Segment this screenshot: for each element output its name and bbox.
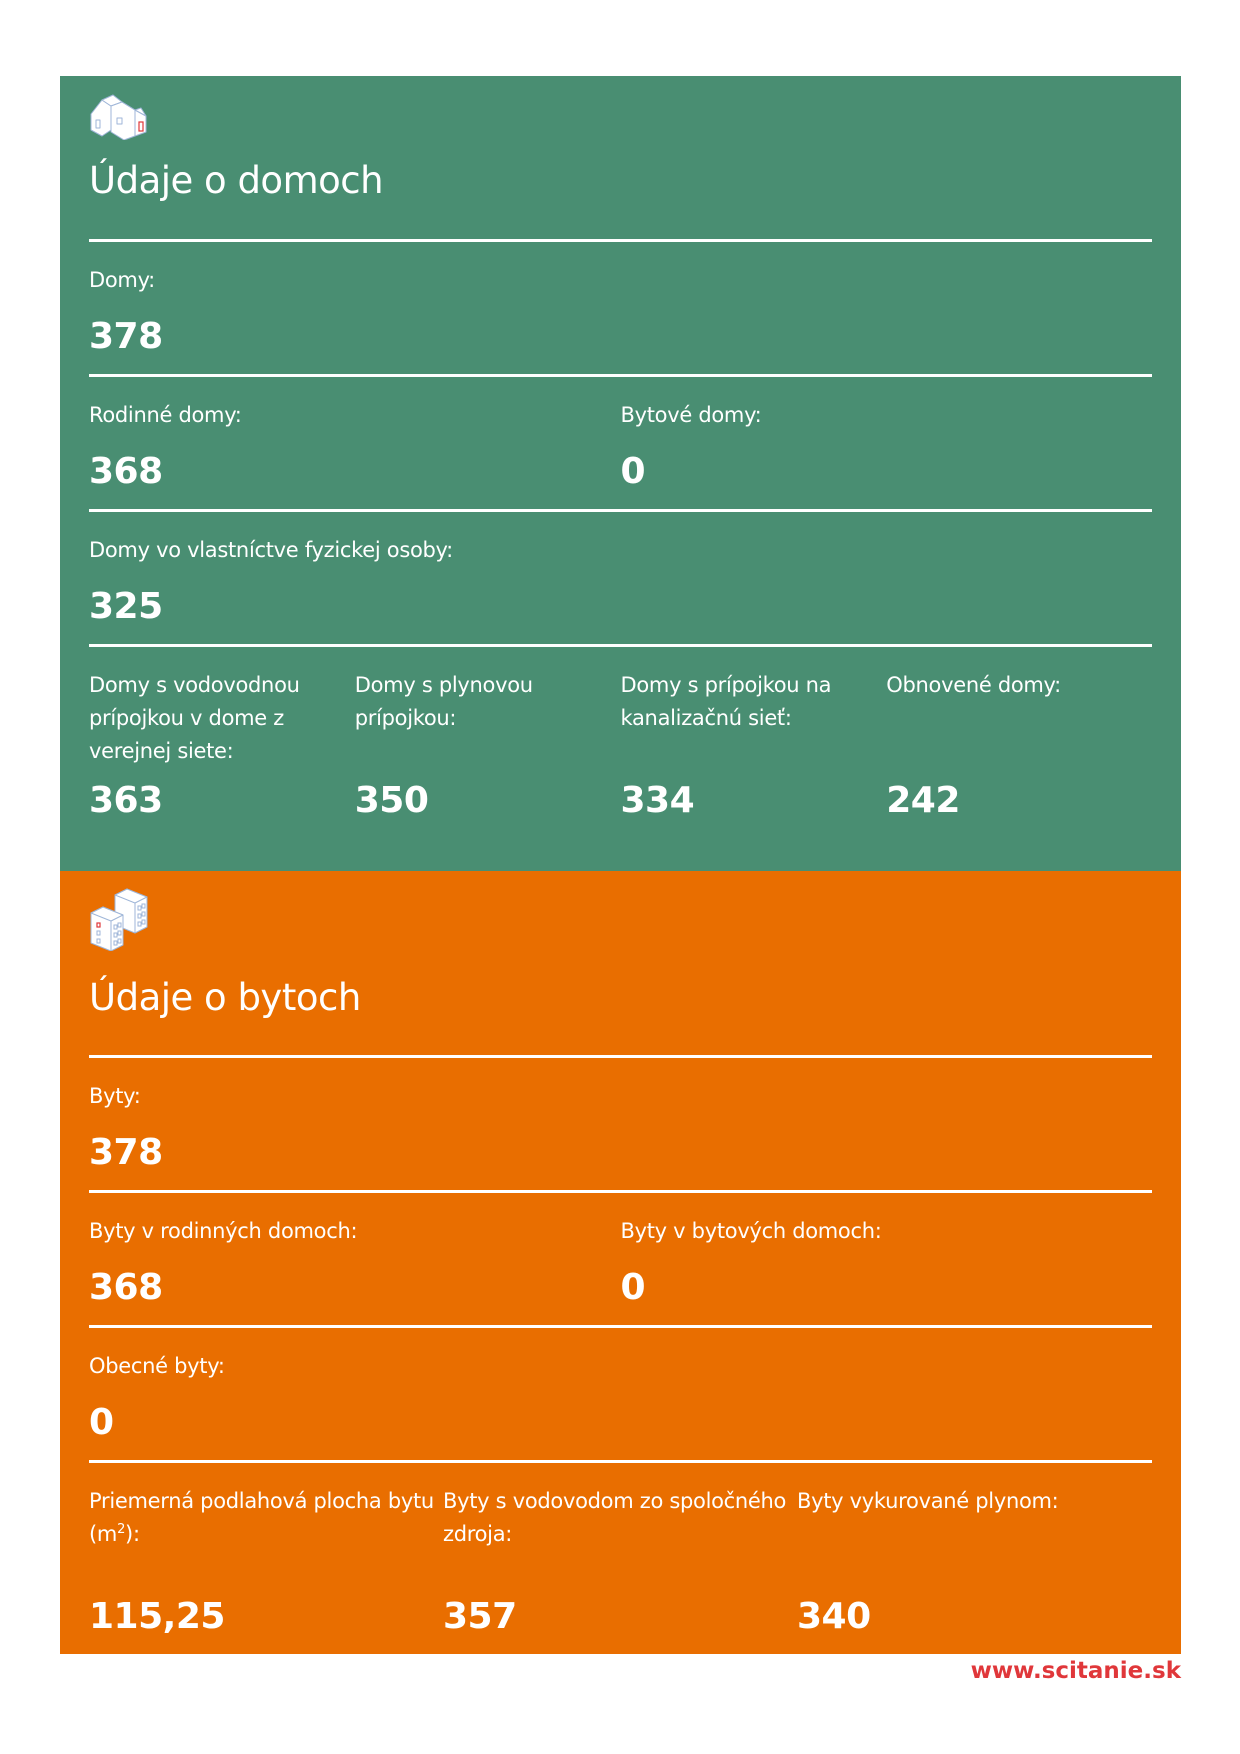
stat-label: Byty: (89, 1084, 141, 1108)
flats-municipal-row (89, 1325, 1152, 1460)
stat-value: 350 (354, 780, 429, 821)
stat-apartment-houses (621, 377, 1153, 509)
stat-label: Bytové domy: (620, 403, 762, 427)
stat-value: 0 (89, 1402, 114, 1443)
flats-total-row (89, 1055, 1152, 1190)
flats-section (60, 871, 1181, 1654)
houses-private-row (89, 509, 1152, 644)
stat-label: Obnovené domy: (886, 673, 1061, 697)
stat-value: 363 (89, 780, 163, 821)
stat-value: 115,25 (89, 1596, 225, 1637)
stat-label: Byty s vodovodom zo spoločného zdroja: (443, 1489, 787, 1546)
stat-value: 334 (620, 780, 695, 821)
stat-value: 242 (886, 780, 960, 821)
flats-types-row (89, 1190, 1152, 1325)
stat-renovated-houses (886, 647, 1152, 837)
stat-value: 368 (89, 1267, 163, 1308)
stat-label: Domy vo vlastníctve fyzickej osoby: (89, 538, 453, 562)
stat-value: 325 (89, 586, 163, 627)
flats-stats (89, 1055, 1152, 1653)
stat-flats-in-family-houses (89, 1193, 621, 1325)
stat-gas-heated-flats (797, 1463, 1152, 1653)
superscript: 2 (117, 1522, 126, 1537)
stat-label: Byty v bytových domoch: (620, 1219, 882, 1243)
stat-flats-total (89, 1058, 163, 1190)
stat-label (89, 1485, 443, 1551)
flats-details-row (89, 1460, 1152, 1653)
stat-flats-in-apartment-houses (621, 1193, 1153, 1325)
stat-sewer-connection (621, 647, 887, 837)
stat-municipal-flats (89, 1328, 225, 1460)
apartment-buildings-icon (89, 885, 149, 951)
stat-label: Domy s plynovou prípojkou: (354, 673, 533, 730)
stat-average-floor-area (89, 1463, 443, 1653)
stat-value: 0 (620, 451, 646, 492)
stat-family-houses (89, 377, 621, 509)
houses-section (60, 76, 1181, 871)
houses-icon (89, 92, 149, 140)
stat-label-end: ): (125, 1522, 140, 1546)
houses-section-title: Údaje o domoch (89, 159, 384, 202)
houses-utilities-row (89, 644, 1152, 837)
stat-value: 378 (89, 316, 163, 357)
stat-label: Byty v rodinných domoch: (89, 1219, 358, 1243)
houses-stats (89, 239, 1152, 837)
stat-label: Obecné byty: (89, 1354, 225, 1378)
stat-label: Domy s vodovodnou prípojkou v dome z verejnej siete: (89, 673, 300, 763)
stat-value: 340 (797, 1596, 871, 1637)
website-link[interactable]: www.scitanie.sk (970, 1658, 1181, 1684)
stat-value: 0 (620, 1267, 646, 1308)
stat-value: 357 (443, 1596, 517, 1637)
stat-label: Domy: (89, 268, 155, 292)
stat-gas-connection (355, 647, 621, 837)
stat-value: 368 (89, 451, 163, 492)
stat-private-owned-houses (89, 512, 453, 644)
houses-total-row (89, 239, 1152, 374)
stat-water-connection (89, 647, 355, 837)
stat-value: 378 (89, 1132, 163, 1173)
houses-types-row (89, 374, 1152, 509)
stat-houses-total (89, 242, 163, 374)
stat-label: Domy s prípojkou na kanalizačnú sieť: (620, 673, 832, 730)
stat-label-text: Priemerná podlahová plocha bytu (m (89, 1489, 434, 1546)
flats-section-title: Údaje o bytoch (89, 976, 361, 1019)
stat-shared-water-source (443, 1463, 797, 1653)
stat-label: Byty vykurované plynom: (797, 1489, 1059, 1513)
stat-label: Rodinné domy: (89, 403, 242, 427)
